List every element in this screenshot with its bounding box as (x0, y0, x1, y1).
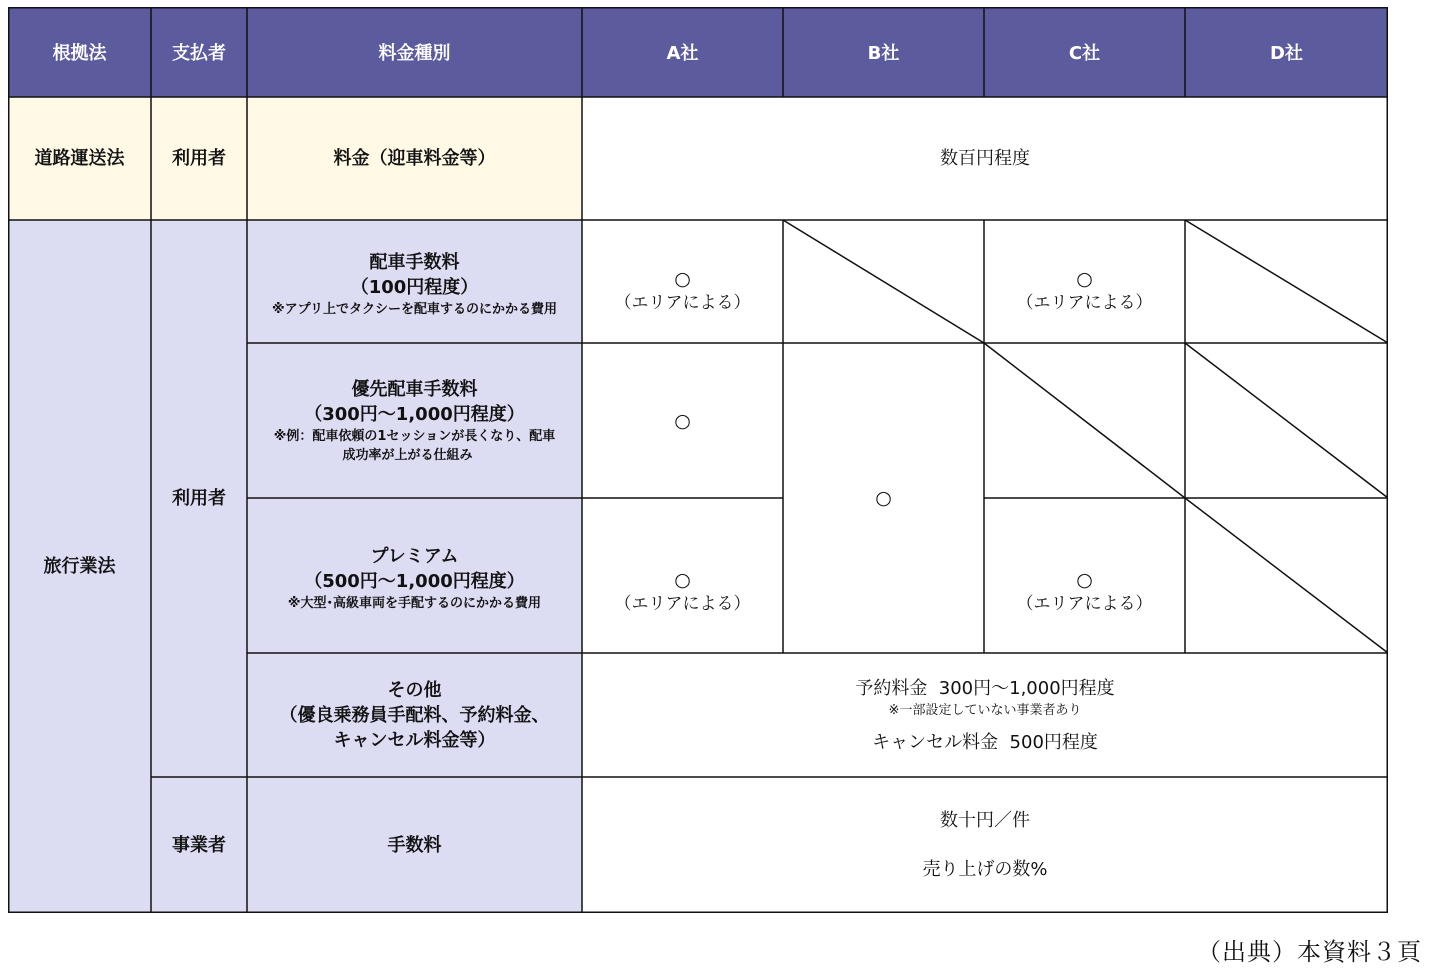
premium-price: （500円～1,000円程度） (304, 571, 525, 592)
premium-c-sub: （エリアによる） (1016, 593, 1153, 614)
priority-fee-note-line1: ※例：配車依頼の1セッションが長くなり、配車 (273, 428, 556, 444)
priority-fee-price: （300円～1,000円程度） (304, 403, 525, 425)
commission-value2: 売り上げの数% (922, 859, 1048, 880)
other-line3: キャンセル料金等） (333, 729, 496, 751)
priority-fee-title: 優先配車手数料 (351, 378, 478, 400)
header-basis-law: 根拠法 (8, 7, 151, 97)
commission-type: 手数料 (247, 777, 582, 913)
header-payer: 支払者 (151, 7, 247, 97)
b-company-mark: ○ (875, 487, 892, 509)
commission-value1: 数十円／件 (940, 810, 1030, 831)
other-line1: その他 (387, 679, 442, 701)
road-transport-value: 数百円程度 (582, 97, 1388, 220)
dispatch-fee-c-mark: ○ (1076, 267, 1093, 290)
dispatch-fee-title: 配車手数料 (369, 252, 460, 273)
source-footnote: （出典）本資料３頁 (1197, 938, 1422, 966)
road-transport-fee-type: 料金（迎車料金等） (247, 97, 582, 220)
header-company-d: D社 (1185, 7, 1388, 97)
header-fee-type: 料金種別 (247, 7, 582, 97)
table-grid-lines (8, 7, 1388, 913)
dispatch-fee-note: ※アプリ上でタクシーを配車するのにかかる費用 (271, 302, 558, 317)
road-transport-law: 道路運送法 (8, 97, 151, 220)
dispatch-fee-price: （100円程度） (350, 277, 479, 298)
header-company-a: A社 (582, 7, 783, 97)
other-cancel: キャンセル料金 500円程度 (872, 731, 1098, 753)
dispatch-fee-c-sub: （エリアによる） (1016, 292, 1153, 313)
premium-title: プレミアム (370, 546, 459, 567)
priority-fee-note-line2: 成功率が上がる仕組み (342, 447, 473, 463)
road-transport-payer: 利用者 (151, 97, 247, 220)
dispatch-fee-a-mark: ○ (674, 267, 691, 290)
dispatch-fee-a-sub: （エリアによる） (614, 292, 751, 313)
other-reservation: 予約料金 300円～1,000円程度 (855, 677, 1115, 699)
other-line2: （優良乗務員手配料、予約料金、 (279, 704, 550, 726)
header-company-b: B社 (783, 7, 984, 97)
premium-a-sub: （エリアによる） (614, 593, 751, 614)
premium-c-mark: ○ (1076, 568, 1093, 591)
other-reservation-note: ※一部設定していない事業者あり (888, 702, 1082, 718)
travel-business-payer: 事業者 (151, 777, 247, 913)
priority-fee-a-mark: ○ (674, 409, 691, 432)
travel-law: 旅行業法 (8, 220, 151, 913)
travel-user-payer: 利用者 (151, 220, 247, 777)
fee-table (8, 7, 1388, 913)
header-company-c: C社 (984, 7, 1185, 97)
premium-a-mark: ○ (674, 568, 691, 591)
premium-note: ※大型･高級車両を手配するのにかかる費用 (287, 596, 542, 611)
